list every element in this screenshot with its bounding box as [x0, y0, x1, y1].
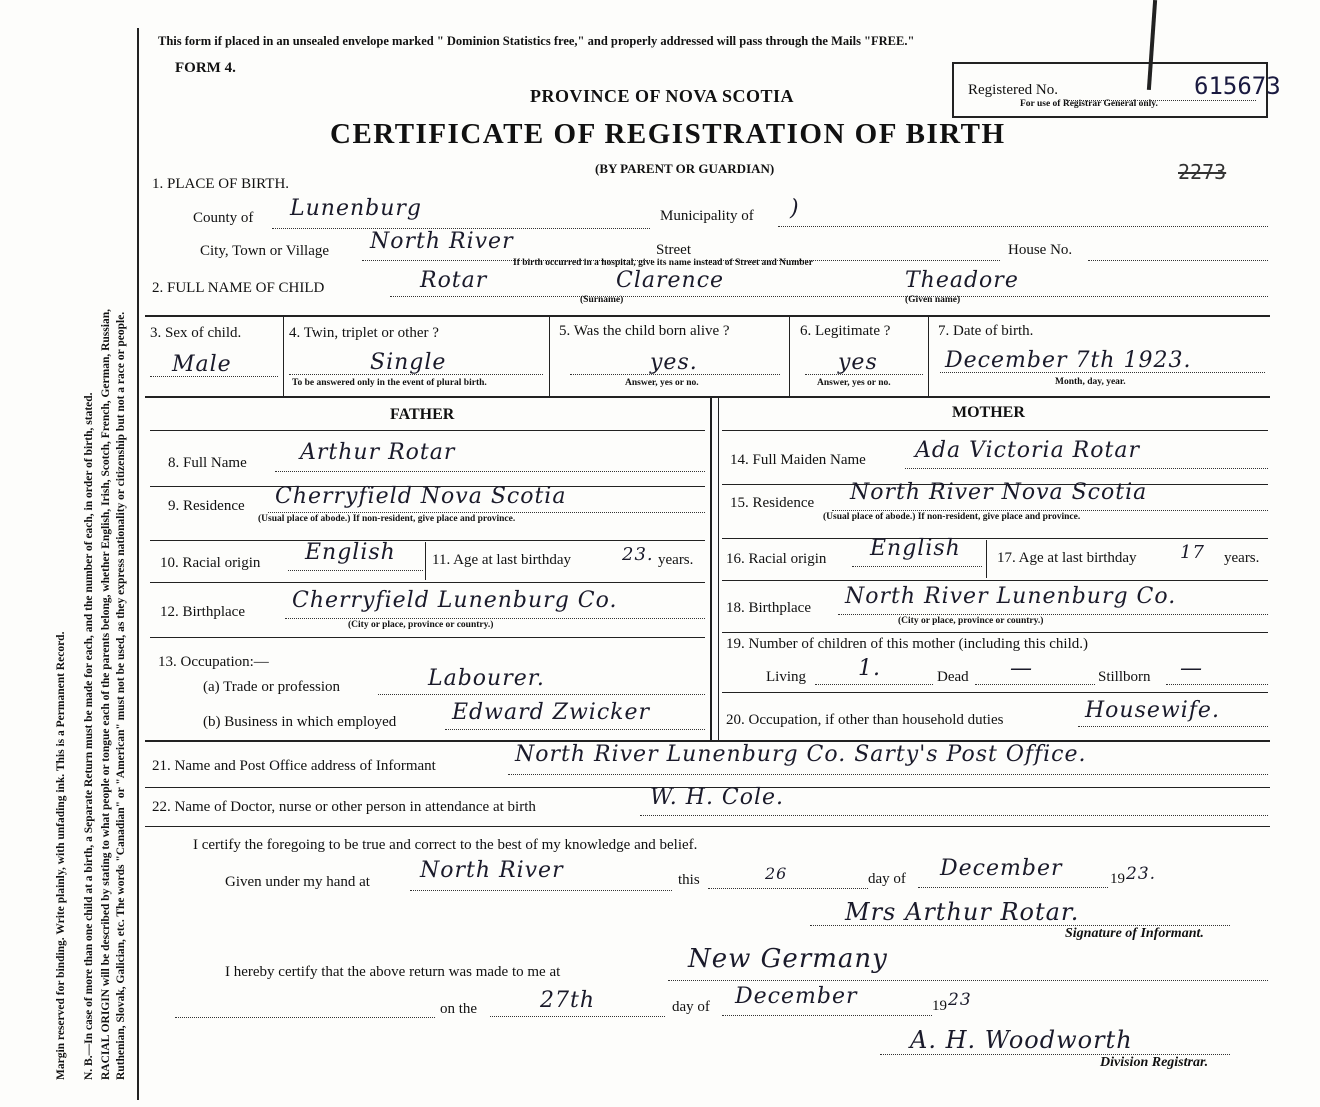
registrar-year-prefix: 19 [932, 998, 947, 1014]
side-number: 2273 [1178, 160, 1227, 184]
doctor-value: W. H. Cole. [650, 785, 785, 810]
dead-label: Dead [937, 669, 969, 685]
left-margin [0, 0, 150, 1107]
place-heading: 1. PLACE OF BIRTH. [152, 176, 290, 192]
legit-value: yes [838, 350, 878, 375]
dob-value: December 7th 1923. [945, 348, 1192, 373]
city-label: City, Town or Village [200, 243, 330, 259]
living-value: 1. [858, 656, 881, 681]
legit-caption: Answer, yes or no. [817, 378, 891, 388]
given-label: Given under my hand at [225, 874, 370, 890]
father-birthplace-label: 12. Birthplace [160, 604, 245, 620]
trade-label: (a) Trade or profession [203, 679, 341, 695]
father-heading: FATHER [390, 406, 455, 423]
father-race: English [305, 540, 396, 565]
father-years: years. [658, 552, 694, 568]
margin-rule [137, 28, 139, 1100]
father-birthplace-caption: (City or place, province or country.) [348, 620, 494, 630]
mother-birthplace: North River Lunenburg Co. [845, 584, 1177, 609]
trade-value: Labourer. [428, 666, 545, 691]
twin-caption: To be answered only in the event of plural birth. [292, 378, 487, 388]
children-label: 19. Number of children of this mother (including this child.) [726, 636, 1089, 652]
mother-birthplace-label: 18. Birthplace [726, 600, 811, 616]
registered-number: 615673 [1194, 72, 1281, 100]
margin-note-multiple-births: N. B.—In case of more than one child at a birth, a Separate Return must be made for each, and the number of each, in order of birth, stated. [83, 392, 95, 1080]
surname-caption: (Surname) [580, 295, 624, 305]
dob-label: 7. Date of birth. [938, 323, 1034, 339]
dead-value: — [1010, 656, 1033, 681]
province-heading: PROVINCE OF NOVA SCOTIA [530, 86, 795, 106]
margin-note-racial-origin-2: Ruthenian, Slovak, Galician, etc. The words "Canadian" or "American" must not be used, as they express nationality or citizenship but not a race or people. [115, 311, 127, 1080]
registrar-place: New Germany [688, 944, 888, 974]
street-label: Street [656, 242, 691, 258]
year-prefix: 19 [1110, 871, 1125, 887]
mother-name-label: 14. Full Maiden Name [730, 452, 866, 468]
informant-value: North River Lunenburg Co. Sarty's Post Office. [515, 742, 1087, 767]
registrar-caption: Division Registrar. [1100, 1055, 1209, 1070]
business-value: Edward Zwicker [452, 700, 651, 725]
sex-label: 3. Sex of child. [150, 325, 242, 341]
day-of-label: day of [868, 871, 906, 887]
mother-heading: MOTHER [952, 404, 1025, 421]
father-residence-caption: (Usual place of abode.) If non-resident, give place and province. [258, 514, 516, 524]
on-the-label: on the [440, 1001, 478, 1017]
mother-birthplace-caption: (City or place, province or country.) [898, 616, 1044, 626]
registrar-day-of-label: day of [672, 999, 710, 1015]
stillborn-value: — [1180, 656, 1203, 681]
child-name-label: 2. FULL NAME OF CHILD [152, 280, 325, 296]
dob-caption: Month, day, year. [1055, 377, 1126, 387]
father-occupation-label: 13. Occupation:— [158, 654, 269, 670]
father-race-label: 10. Racial origin [160, 555, 261, 571]
alive-label: 5. Was the child born alive ? [559, 323, 730, 339]
mother-occupation-label: 20. Occupation, if other than household duties [726, 712, 1004, 728]
county-label: County of [193, 210, 254, 226]
father-age: 23. [622, 544, 654, 565]
registrar-day: 27th [540, 988, 596, 1013]
hospital-note: If birth occurred in a hospital, give its name instead of Street and Number [513, 258, 813, 268]
margin-note-racial-origin: RACIAL ORIGIN will be described by stating to what people or tongue each of the parents belong, whether English, Irish, Scotch, French, German, Russian, [100, 309, 112, 1080]
informant-signature-caption: Signature of Informant. [1065, 926, 1204, 941]
municipality-label: Municipality of [660, 208, 754, 224]
this-label: this [678, 872, 700, 888]
father-residence: Cherryfield Nova Scotia [275, 484, 567, 509]
child-given-name-1: Clarence [616, 268, 725, 293]
father-residence-label: 9. Residence [168, 498, 245, 514]
informant-label: 21. Name and Post Office address of Informant [152, 758, 436, 774]
margin-note-binding: Margin reserved for binding. Write plainly, with unfading ink. This is a Permanent Record. [55, 631, 67, 1080]
certify-statement: I certify the foregoing to be true and correct to the best of my knowledge and belief. [193, 837, 698, 853]
stillborn-label: Stillborn [1098, 669, 1151, 685]
form-number: FORM 4. [175, 60, 236, 76]
father-name: Arthur Rotar [300, 440, 456, 465]
father-age-label: 11. Age at last birthday [432, 552, 571, 568]
child-surname: Rotar [420, 268, 488, 293]
certify-year: 23. [1126, 864, 1157, 884]
mail-note: This form if placed in an unsealed envelope marked " Dominion Statistics free," and properly addressed will pass through the Mails "FREE." [158, 34, 915, 48]
registered-number-box [952, 62, 1281, 118]
alive-caption: Answer, yes or no. [625, 378, 699, 388]
mother-occupation: Housewife. [1085, 698, 1220, 723]
house-label: House No. [1008, 242, 1073, 258]
doctor-label: 22. Name of Doctor, nurse or other person in attendance at birth [152, 799, 536, 815]
mother-residence-caption: (Usual place of abode.) If non-resident, give place and province. [823, 512, 1081, 522]
mother-race: English [870, 536, 961, 561]
informant-signature: Mrs Arthur Rotar. [845, 898, 1080, 926]
business-label: (b) Business in which employed [203, 714, 397, 730]
registrar-year: 23 [948, 990, 972, 1010]
living-label: Living [766, 669, 806, 685]
twin-label: 4. Twin, triplet or other ? [289, 325, 439, 341]
municipality-value: ) [790, 196, 800, 221]
certify-month: December [940, 856, 1063, 881]
mother-age-label: 17. Age at last birthday [997, 550, 1137, 566]
given-name-caption: (Given name) [905, 295, 961, 305]
registrar-statement: I hereby certify that the above return was made to me at [225, 964, 561, 980]
registrar-signature: A. H. Woodworth [910, 1026, 1133, 1054]
mother-name: Ada Victoria Rotar [915, 438, 1140, 463]
legit-label: 6. Legitimate ? [800, 323, 891, 339]
city-value: North River [370, 229, 514, 254]
child-given-name-2: Theadore [905, 268, 1019, 293]
father-birthplace: Cherryfield Lunenburg Co. [292, 588, 618, 613]
father-name-label: 8. Full Name [168, 455, 247, 471]
certificate-title: CERTIFICATE OF REGISTRATION OF BIRTH [330, 118, 1006, 150]
sex-value: Male [172, 352, 232, 377]
mother-race-label: 16. Racial origin [726, 551, 827, 567]
mother-residence-label: 15. Residence [730, 495, 815, 511]
registrar-month: December [735, 984, 858, 1009]
registrar-note: For use of Registrar General only. [1020, 99, 1158, 109]
registered-label: Registered No. [968, 82, 1058, 98]
mother-age: 17 [1180, 542, 1205, 563]
given-place: North River [420, 858, 564, 883]
mother-years: years. [1224, 550, 1260, 566]
twin-value: Single [370, 350, 447, 375]
county-value: Lunenburg [290, 196, 422, 221]
alive-value: yes. [650, 350, 698, 375]
mother-residence: North River Nova Scotia [850, 480, 1148, 505]
certify-day: 26 [765, 864, 788, 883]
certificate-subtitle: (BY PARENT OR GUARDIAN) [595, 161, 775, 176]
